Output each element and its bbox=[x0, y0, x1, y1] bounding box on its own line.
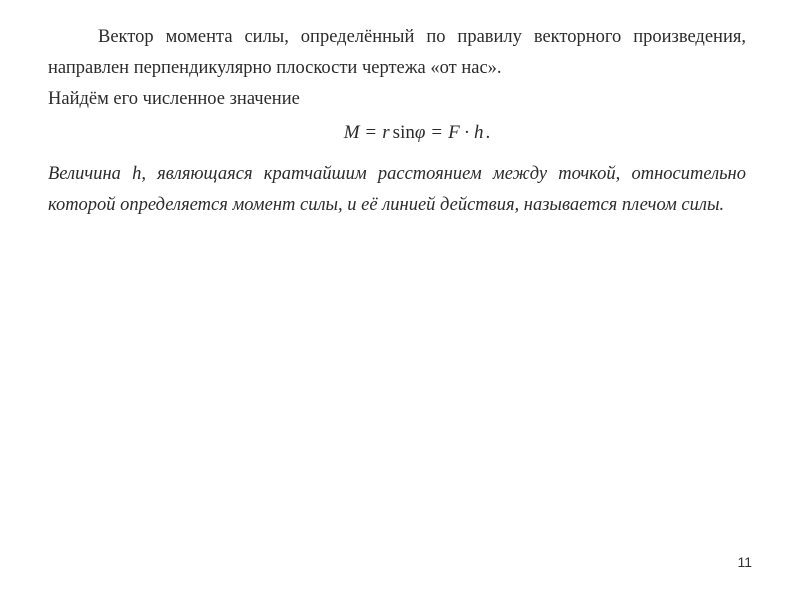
formula-equals-1: = bbox=[365, 122, 377, 143]
moment-formula bbox=[48, 117, 746, 149]
formula-dot: · bbox=[463, 122, 471, 143]
paragraph-numeric-value-intro: Найдём его численное значение bbox=[48, 89, 300, 109]
page-number: 11 bbox=[737, 554, 752, 570]
formula-h: h bbox=[474, 122, 484, 143]
paragraph-vector-direction: Вектор момента силы, определённый по правилу векторного произведения, направлен перпендикулярно плоскости чертежа «от нас». bbox=[48, 27, 746, 78]
formula-m: M bbox=[343, 122, 360, 143]
formula-r: r bbox=[382, 122, 390, 143]
text-content bbox=[48, 22, 746, 221]
formula-equals-2: = bbox=[431, 122, 443, 143]
formula-phi: φ bbox=[414, 122, 426, 143]
formula-sin: sin bbox=[392, 122, 415, 143]
paragraph-lever-arm-definition: Величина h, являющаяся кратчайшим расстоянием между точкой, относительно которой определяется момент силы, и её линией действия, называется плечом силы. bbox=[48, 164, 746, 215]
formula-period: . bbox=[485, 122, 491, 143]
formula-f: F bbox=[448, 122, 460, 143]
